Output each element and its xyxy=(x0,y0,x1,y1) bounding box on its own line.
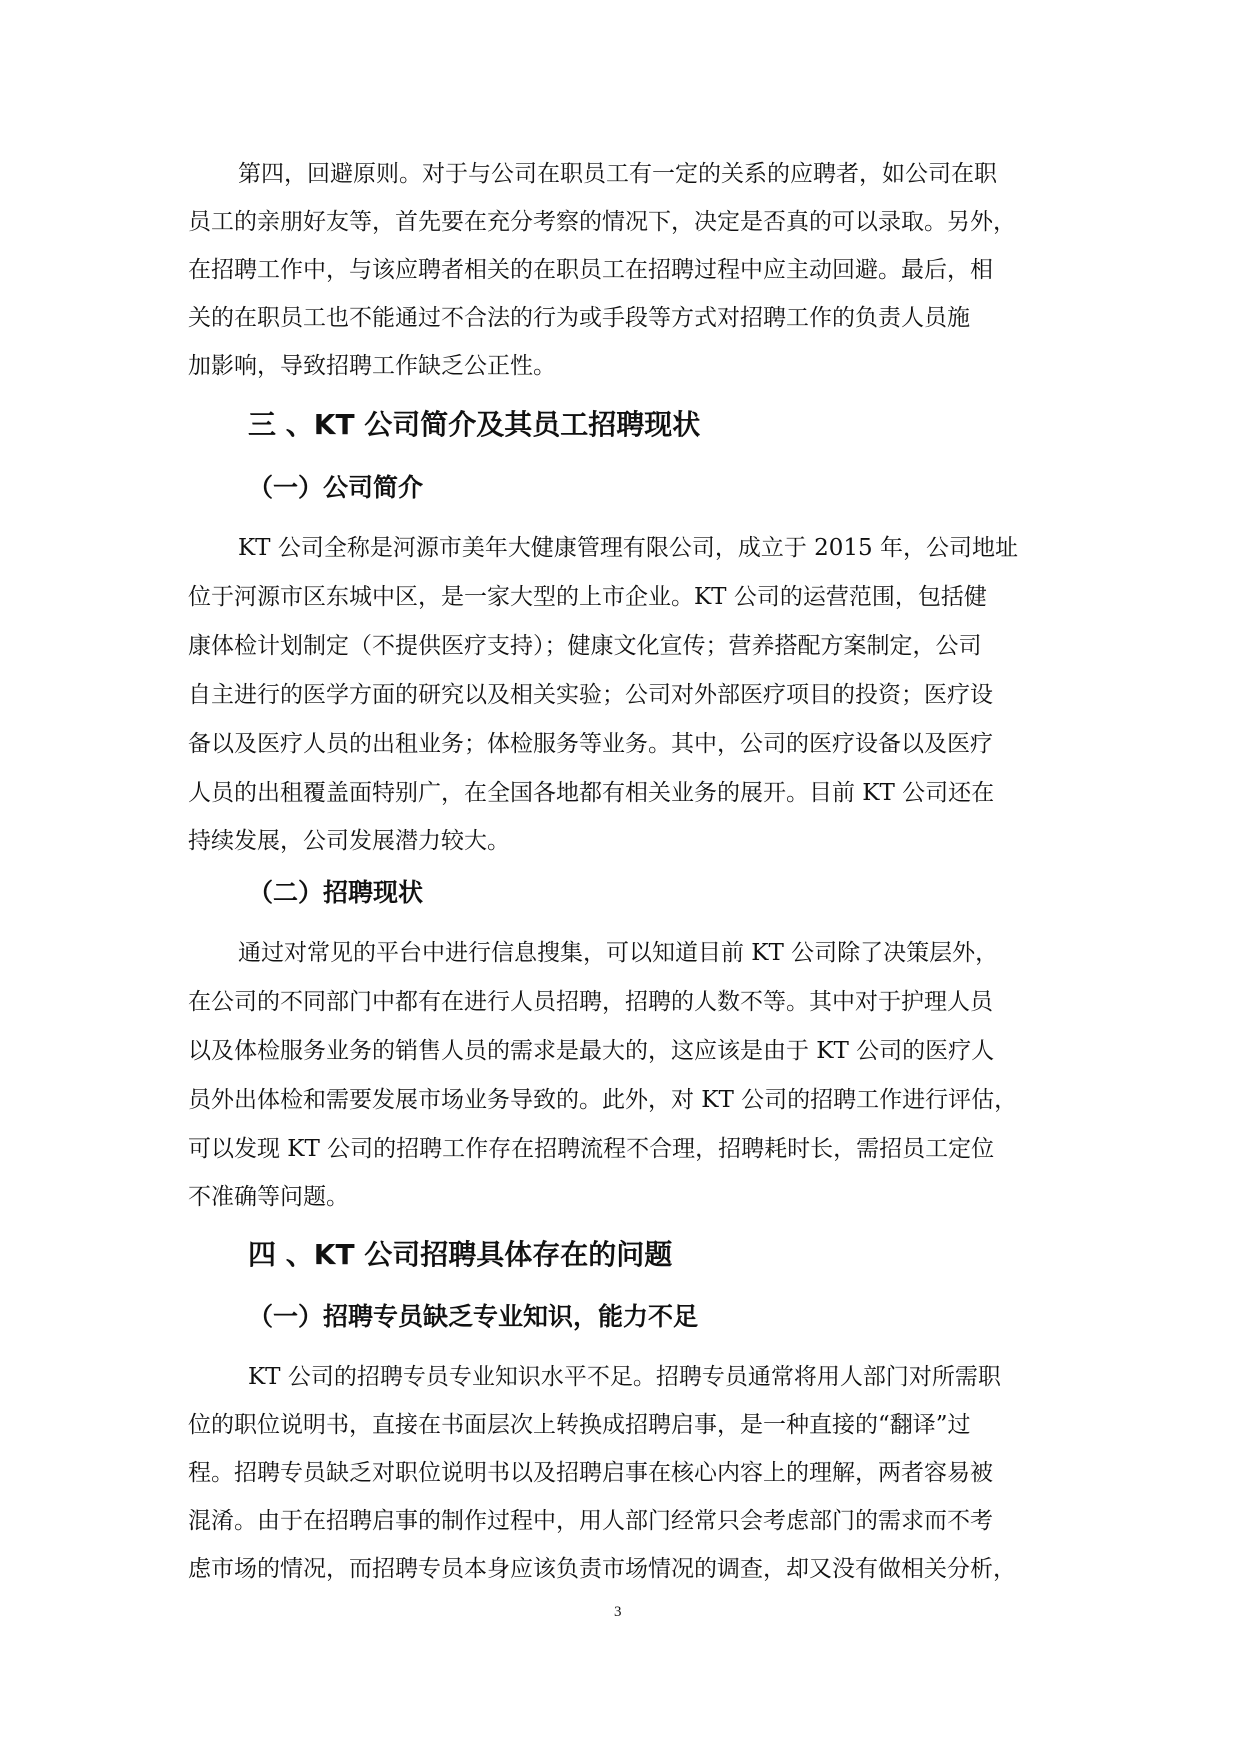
text-line: 以及体检服务业务的销售人员的需求是最大的，这应该是由于 KT 公司的医疗人 xyxy=(188,1038,995,1064)
text-line: 员工的亲朋好友等，首先要在充分考察的情况下，决定是否真的可以录取。另外， xyxy=(188,209,1016,235)
text-line: 持续发展，公司发展潜力较大。 xyxy=(188,828,510,854)
text-line: 自主进行的医学方面的研究以及相关实验；公司对外部医疗项目的投资；医疗设 xyxy=(188,682,993,708)
section-heading: 三 、KT 公司简介及其员工招聘现状 xyxy=(248,408,701,441)
text-line: 员外出体检和需要发展市场业务导致的。此外，对 KT 公司的招聘工作进行评估， xyxy=(188,1087,1018,1113)
text-line: 关的在职员工也不能通过不合法的行为或手段等方式对招聘工作的负责人员施 xyxy=(188,305,970,331)
text-line: 人员的出租覆盖面特别广，在全国各地都有相关业务的展开。目前 KT 公司还在 xyxy=(188,780,995,806)
subsection-heading: （一）招聘专员缺乏专业知识，能力不足 xyxy=(248,1302,699,1331)
text-line: 位的职位说明书，直接在书面层次上转换成招聘启事，是一种直接的“翻译”过 xyxy=(188,1412,971,1438)
section-heading: 四 、KT 公司招聘具体存在的问题 xyxy=(248,1238,673,1271)
text-line: 备以及医疗人员的出租业务；体检服务等业务。其中，公司的医疗设备以及医疗 xyxy=(188,731,993,757)
text-line: 程。招聘专员缺乏对职位说明书以及招聘启事在核心内容上的理解，两者容易被 xyxy=(188,1460,993,1486)
text-line: 通过对常见的平台中进行信息搜集，可以知道目前 KT 公司除了决策层外， xyxy=(238,940,999,966)
text-line: 在招聘工作中，与该应聘者相关的在职员工在招聘过程中应主动回避。最后，相 xyxy=(188,257,993,283)
text-line: 混淆。由于在招聘启事的制作过程中，用人部门经常只会考虑部门的需求而不考 xyxy=(188,1508,993,1534)
text-line: 第四，回避原则。对于与公司在职员工有一定的关系的应聘者，如公司在职 xyxy=(238,161,997,187)
page-number: 3 xyxy=(614,1604,622,1620)
text-line: 不准确等问题。 xyxy=(188,1184,349,1210)
text-line: 在公司的不同部门中都有在进行人员招聘，招聘的人数不等。其中对于护理人员 xyxy=(188,989,993,1015)
text-line: 可以发现 KT 公司的招聘工作存在招聘流程不合理，招聘耗时长，需招员工定位 xyxy=(188,1136,995,1162)
text-line: KT 公司全称是河源市美年大健康管理有限公司，成立于 2015 年，公司地址 xyxy=(238,535,1018,561)
text-line: 康体检计划制定（不提供医疗支持）；健康文化宣传；营养搭配方案制定，公司 xyxy=(188,633,982,659)
text-line: 虑市场的情况，而招聘专员本身应该负责市场情况的调查，却又没有做相关分析， xyxy=(188,1556,1016,1582)
subsection-heading: （一）公司简介 xyxy=(248,473,424,502)
subsection-heading: （二）招聘现状 xyxy=(248,878,424,907)
text-line: 位于河源市区东城中区，是一家大型的上市企业。KT 公司的运营范围，包括健 xyxy=(188,584,987,610)
text-line: 加影响，导致招聘工作缺乏公正性。 xyxy=(188,353,556,379)
text-line: KT 公司的招聘专员专业知识水平不足。招聘专员通常将用人部门对所需职 xyxy=(248,1364,1001,1390)
